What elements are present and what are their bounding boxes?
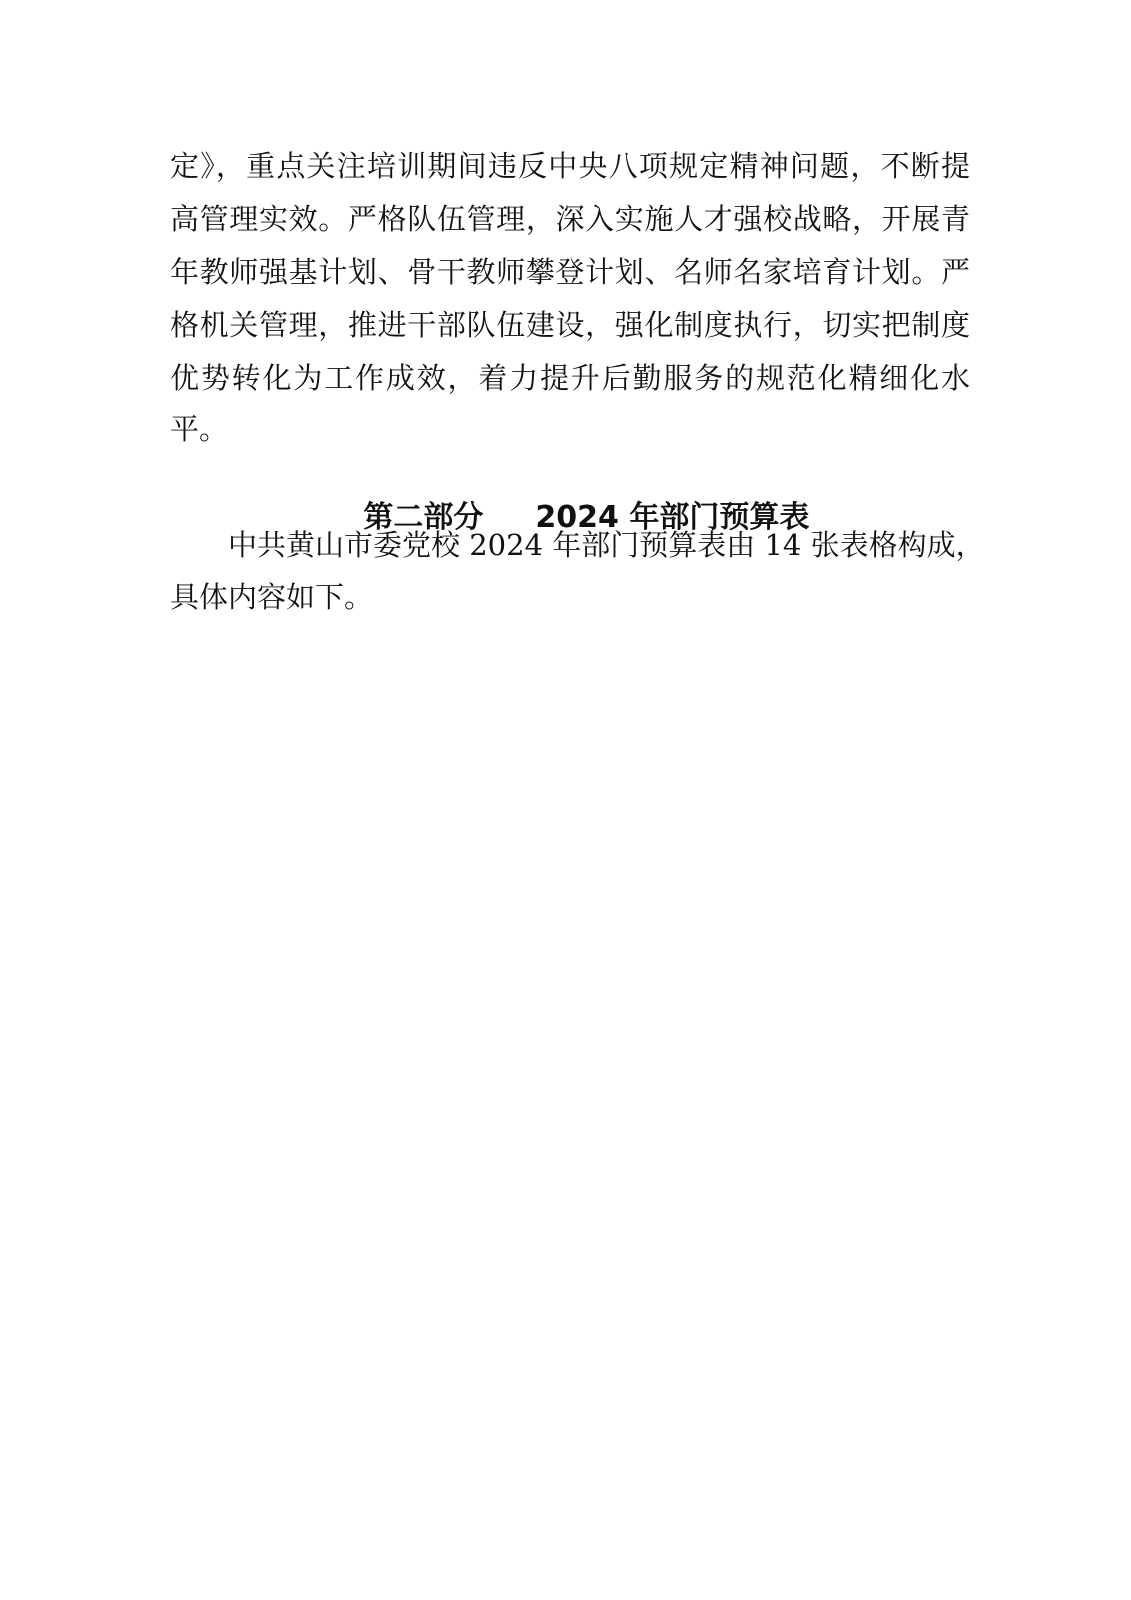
paragraph-1-line-1: 定》，重点关注培训期间违反中央八项规定精神问题，不断提 <box>170 149 970 183</box>
paragraph-1-line-4: 格机关管理，推进干部队伍建设，强化制度执行，切实把制度 <box>170 308 970 342</box>
paragraph-1-line-3: 年教师强基计划、骨干教师攀登计划、名师名家培育计划。严 <box>170 255 970 289</box>
paragraph-1-line-2: 高管理实效。严格队伍管理，深入实施人才强校战略，开展青 <box>170 202 970 236</box>
section-heading <box>0 452 1131 535</box>
paragraph-2-line-2: 具体内容如下。 <box>170 580 374 614</box>
section-title: 2024 年部门预算表 <box>535 500 810 535</box>
paragraph-2-line-1: 中共黄山市委党校 2024 年部门预算表由 14 张表格构成， <box>228 528 985 562</box>
section-part-label: 第二部分 <box>363 500 484 535</box>
paragraph-1-line-6: 平。 <box>170 412 229 446</box>
paragraph-1-line-5: 优势转化为工作成效，着力提升后勤服务的规范化精细化水 <box>170 361 970 395</box>
